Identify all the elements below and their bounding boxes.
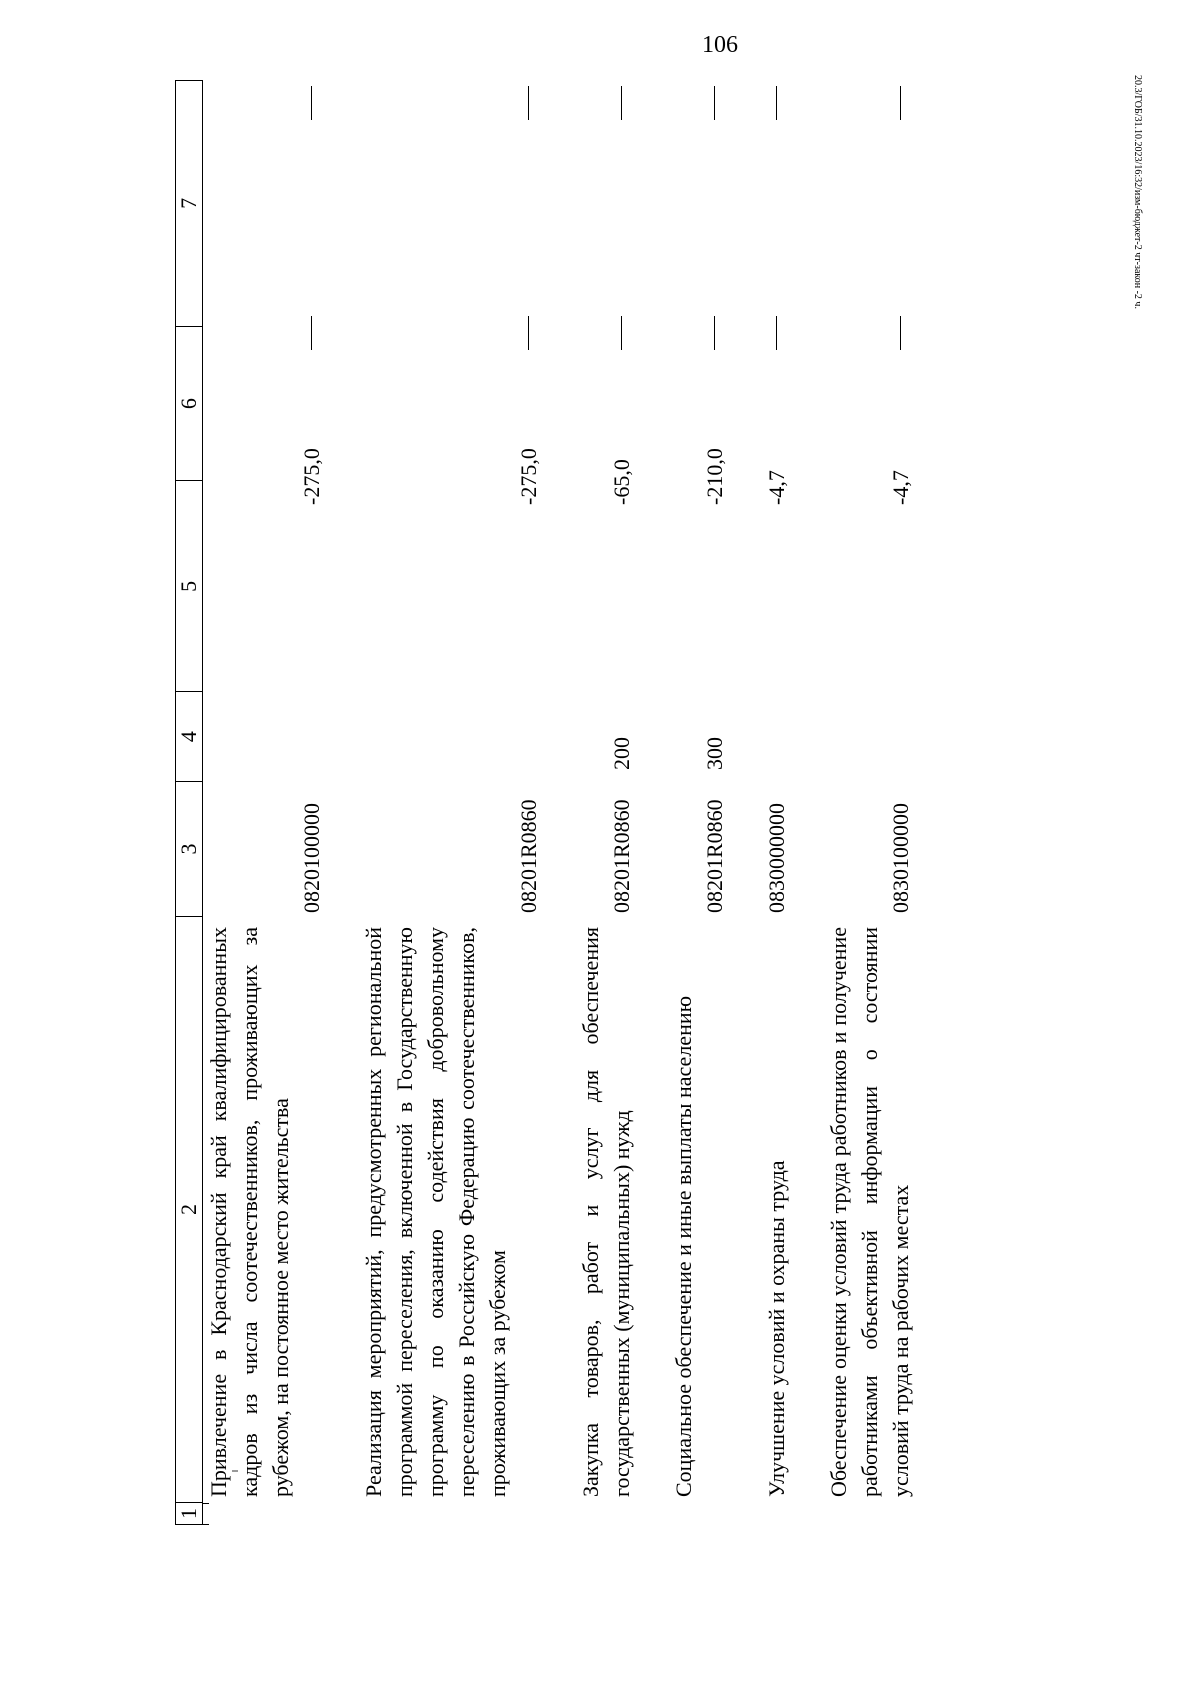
row-2-description: Реализация мероприятий, предусмотренных региональной программой переселения, включенной в Государственную программу по оказанию содействия добровольному переселению в Российскую Федерацию соотечественников, проживающих за рубежом xyxy=(361,927,510,1497)
row-6-col6-dash xyxy=(900,316,901,350)
row-4-description: Социальное обеспечение и иные выплаты населению xyxy=(671,995,696,1497)
row-4-col7-dash xyxy=(714,86,715,120)
header-col-6: 6 xyxy=(176,326,202,481)
row-5-amount: -4,7 xyxy=(764,470,789,505)
row-3-amount: -65,0 xyxy=(609,459,634,505)
row-2-amount: -275,0 xyxy=(516,448,541,505)
row-1-col6-dash xyxy=(311,316,312,350)
row-2-code: 08201R0860 xyxy=(516,799,541,913)
row-4-code: 08201R0860 xyxy=(702,799,727,913)
row-3-code: 08201R0860 xyxy=(609,799,634,913)
row-1-code: 0820100000 xyxy=(299,803,324,913)
header-col-7: 7 xyxy=(176,197,201,209)
col1-rule xyxy=(203,1503,209,1525)
row-6-description: Обеспечение оценки условий труда работников и получение работниками объективной информации о состоянии условий труда на рабочих местах xyxy=(826,927,913,1497)
row-3-description: Закупка товаров, работ и услуг для обеспечения государственных (муниципальных) нужд xyxy=(578,927,634,1497)
row-3-type: 200 xyxy=(609,737,634,770)
header-col-1: 1 xyxy=(176,1502,202,1524)
row-2-col6-dash xyxy=(528,316,529,350)
row-5-col7-dash xyxy=(776,86,777,120)
row-5-description: Улучшение условий и охраны труда xyxy=(764,1160,789,1497)
header-col-4: 4 xyxy=(176,691,202,781)
document-id-note: 20.3/ГОБ/31.10.2023/16:32/изм-бюджет-2 чт-закон -2 ч. xyxy=(1132,75,1143,309)
header-col-3: 3 xyxy=(176,781,202,916)
row-5-code: 0830000000 xyxy=(764,803,789,913)
row-4-type: 300 xyxy=(702,737,727,770)
row-4-col6-dash xyxy=(714,316,715,350)
header-col-5: 5 xyxy=(176,480,202,691)
row-5-col6-dash xyxy=(776,316,777,350)
header-col-2: 2 xyxy=(176,916,202,1502)
row-6-amount: -4,7 xyxy=(888,470,913,505)
budget-table xyxy=(175,80,950,1525)
row-6-code: 0830100000 xyxy=(888,803,913,913)
page-number: 106 xyxy=(702,32,738,58)
table-header-row xyxy=(175,80,203,1525)
row-3-col7-dash xyxy=(621,86,622,120)
row-1-col7-dash xyxy=(311,86,312,120)
row-1-amount: -275,0 xyxy=(299,448,324,505)
row-1-description: Привлечение в Краснодарский край квалифицированных кадров из числа соотечественников, проживающих за рубежом, на постоянное место жительства xyxy=(206,927,293,1497)
row-2-col7-dash xyxy=(528,86,529,120)
row-3-col6-dash xyxy=(621,316,622,350)
row-6-col7-dash xyxy=(900,86,901,120)
row-4-amount: -210,0 xyxy=(702,448,727,505)
